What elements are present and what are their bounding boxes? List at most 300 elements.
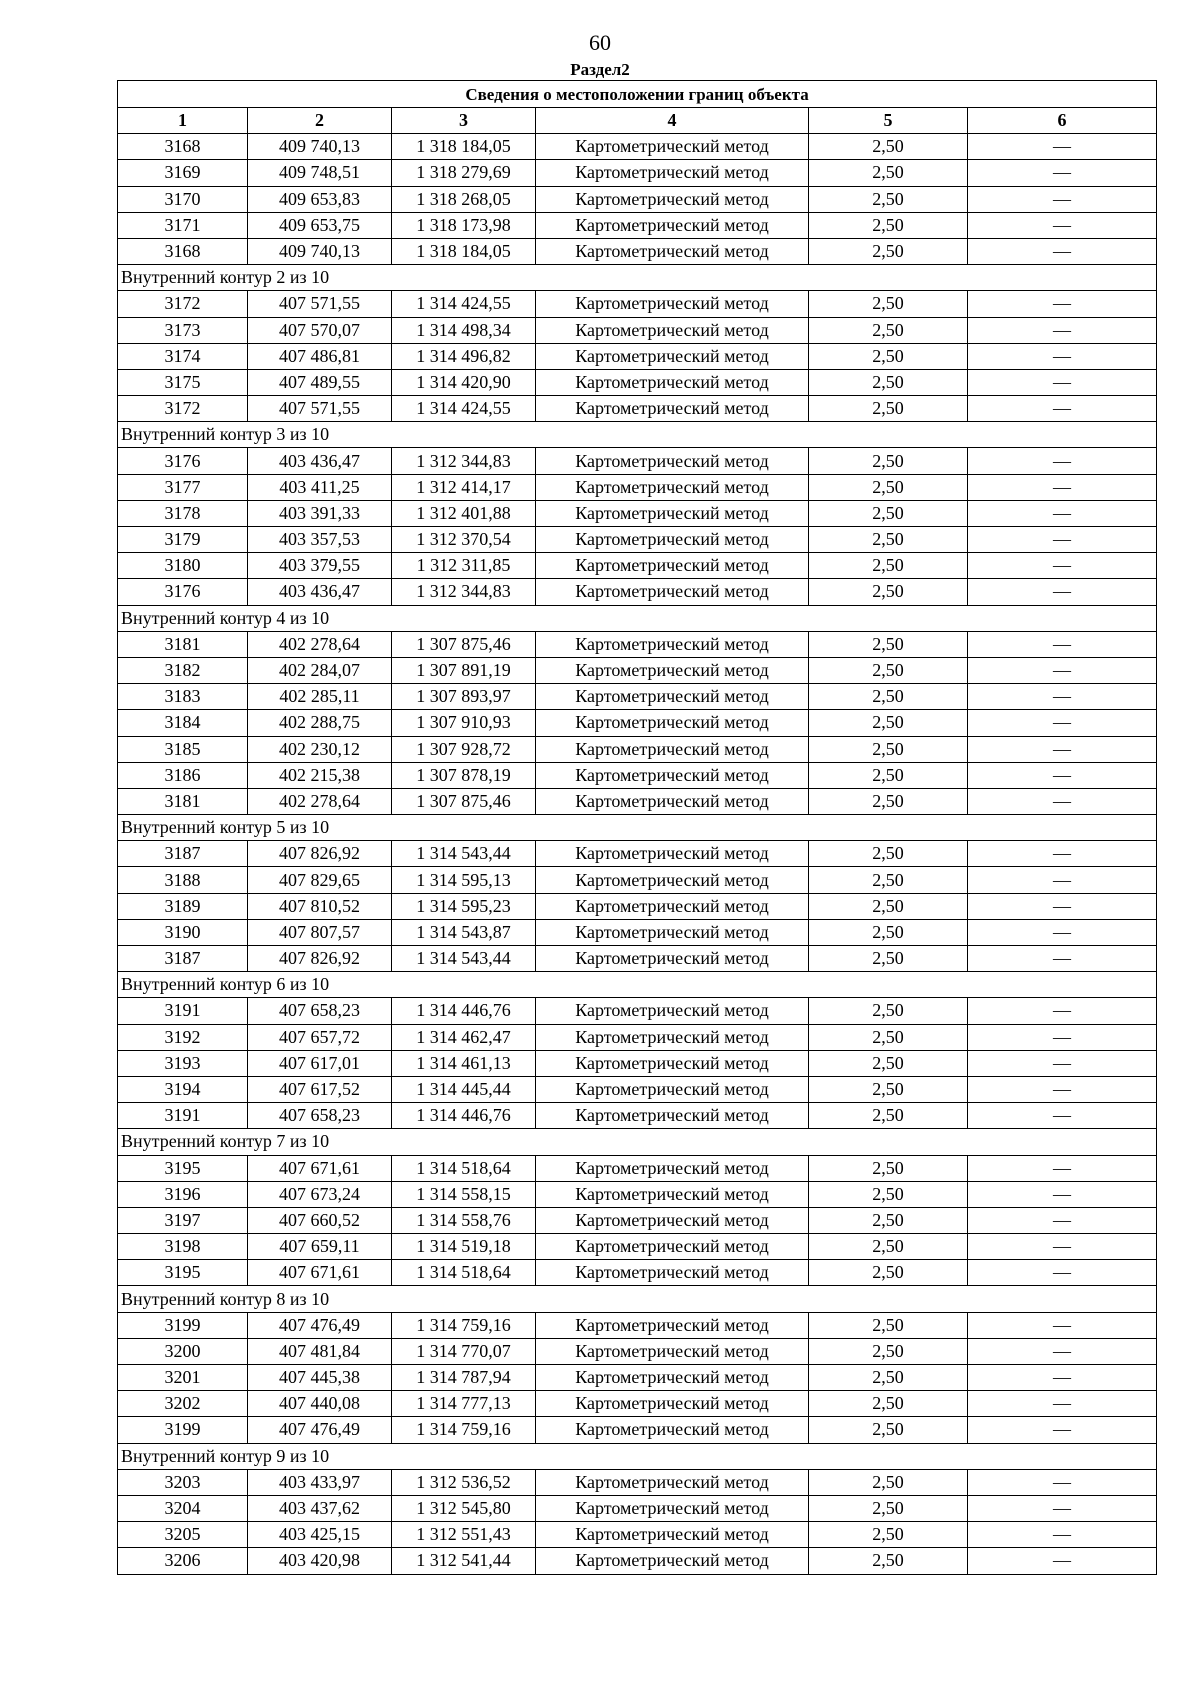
table-cell: 1 314 445,44 xyxy=(392,1076,536,1102)
table-cell: 2,50 xyxy=(809,134,968,160)
table-row xyxy=(118,998,1157,1024)
table-row xyxy=(118,160,1157,186)
table-cell: 3188 xyxy=(118,867,248,893)
table-row xyxy=(118,212,1157,238)
table-cell: 2,50 xyxy=(809,1260,968,1286)
contour-header-row xyxy=(118,1286,1157,1312)
table-cell: 2,50 xyxy=(809,474,968,500)
table-cell: Картометрический метод xyxy=(536,1495,809,1521)
table-cell: — xyxy=(968,631,1157,657)
table-cell: 3168 xyxy=(118,238,248,264)
table-cell: Картометрический метод xyxy=(536,1391,809,1417)
table-cell: Картометрический метод xyxy=(536,1548,809,1574)
table-cell: 403 357,53 xyxy=(248,527,392,553)
table-row xyxy=(118,1495,1157,1521)
table-cell: 2,50 xyxy=(809,212,968,238)
table-cell: Картометрический метод xyxy=(536,474,809,500)
table-cell: 2,50 xyxy=(809,448,968,474)
table-body xyxy=(118,81,1157,1575)
contour-label: Внутренний контур 3 из 10 xyxy=(118,422,1157,448)
table-row xyxy=(118,527,1157,553)
table-cell: Картометрический метод xyxy=(536,736,809,762)
table-cell: 403 420,98 xyxy=(248,1548,392,1574)
table-cell: 2,50 xyxy=(809,1338,968,1364)
contour-label: Внутренний контур 5 из 10 xyxy=(118,815,1157,841)
table-cell: Картометрический метод xyxy=(536,762,809,788)
table-cell: — xyxy=(968,657,1157,683)
table-cell: 3187 xyxy=(118,841,248,867)
table-row xyxy=(118,369,1157,395)
table-cell: 2,50 xyxy=(809,1050,968,1076)
table-cell: 2,50 xyxy=(809,238,968,264)
table-cell: — xyxy=(968,396,1157,422)
table-row xyxy=(118,238,1157,264)
table-cell: 3196 xyxy=(118,1181,248,1207)
table-row xyxy=(118,317,1157,343)
table-cell: 3198 xyxy=(118,1234,248,1260)
table-cell: 1 314 595,13 xyxy=(392,867,536,893)
table-cell: 402 285,11 xyxy=(248,684,392,710)
table-cell: 407 657,72 xyxy=(248,1024,392,1050)
table-row xyxy=(118,1260,1157,1286)
table-cell: 3190 xyxy=(118,919,248,945)
table-cell: 407 481,84 xyxy=(248,1338,392,1364)
table-cell: 407 658,23 xyxy=(248,998,392,1024)
table-cell: 407 826,92 xyxy=(248,946,392,972)
contour-header-row xyxy=(118,1443,1157,1469)
table-cell: 3197 xyxy=(118,1207,248,1233)
table-cell: Картометрический метод xyxy=(536,788,809,814)
table-cell: 2,50 xyxy=(809,343,968,369)
table-row xyxy=(118,1155,1157,1181)
table-cell: Картометрический метод xyxy=(536,657,809,683)
table-cell: 2,50 xyxy=(809,1207,968,1233)
table-cell: 407 445,38 xyxy=(248,1365,392,1391)
table-cell: 2,50 xyxy=(809,1522,968,1548)
table-cell: 3199 xyxy=(118,1312,248,1338)
page-number: 60 xyxy=(589,30,611,55)
table-cell: 407 829,65 xyxy=(248,867,392,893)
table-cell: 3206 xyxy=(118,1548,248,1574)
table-cell: — xyxy=(968,762,1157,788)
table-cell: — xyxy=(968,1181,1157,1207)
table-row xyxy=(118,1338,1157,1364)
table-cell: Картометрический метод xyxy=(536,1181,809,1207)
table-cell: 2,50 xyxy=(809,657,968,683)
table-cell: 3172 xyxy=(118,396,248,422)
table-cell: 3176 xyxy=(118,448,248,474)
table-cell: 2,50 xyxy=(809,1391,968,1417)
table-cell: Картометрический метод xyxy=(536,1076,809,1102)
table-cell: — xyxy=(968,1207,1157,1233)
table-row xyxy=(118,657,1157,683)
table-row xyxy=(118,841,1157,867)
table-row xyxy=(118,291,1157,317)
table-cell: 1 314 498,34 xyxy=(392,317,536,343)
table-cell: 407 671,61 xyxy=(248,1260,392,1286)
boundary-table xyxy=(117,80,1157,1575)
table-row xyxy=(118,631,1157,657)
contour-label: Внутренний контур 2 из 10 xyxy=(118,265,1157,291)
table-cell: Картометрический метод xyxy=(536,1469,809,1495)
table-cell: — xyxy=(968,317,1157,343)
table-row xyxy=(118,867,1157,893)
table-cell: — xyxy=(968,1155,1157,1181)
table-row xyxy=(118,1076,1157,1102)
table-cell: — xyxy=(968,710,1157,736)
table-cell: 1 312 414,17 xyxy=(392,474,536,500)
table-cell: 402 278,64 xyxy=(248,631,392,657)
table-cell: — xyxy=(968,553,1157,579)
contour-header-row xyxy=(118,972,1157,998)
table-row xyxy=(118,186,1157,212)
table-cell: 409 748,51 xyxy=(248,160,392,186)
table-cell: 403 391,33 xyxy=(248,500,392,526)
table-row xyxy=(118,1391,1157,1417)
table-cell: 2,50 xyxy=(809,369,968,395)
table-row xyxy=(118,1181,1157,1207)
table-cell: 1 314 446,76 xyxy=(392,998,536,1024)
table-cell: 2,50 xyxy=(809,946,968,972)
table-cell: — xyxy=(968,1234,1157,1260)
table-cell: 3186 xyxy=(118,762,248,788)
table-cell: — xyxy=(968,684,1157,710)
table-cell: 1 307 910,93 xyxy=(392,710,536,736)
table-cell: — xyxy=(968,841,1157,867)
table-cell: 2,50 xyxy=(809,186,968,212)
table-cell: 1 312 541,44 xyxy=(392,1548,536,1574)
table-cell: 409 740,13 xyxy=(248,238,392,264)
table-cell: 2,50 xyxy=(809,317,968,343)
table-row xyxy=(118,1234,1157,1260)
table-cell: Картометрический метод xyxy=(536,579,809,605)
contour-label: Внутренний контур 9 из 10 xyxy=(118,1443,1157,1469)
table-cell: Картометрический метод xyxy=(536,1338,809,1364)
table-cell: 3200 xyxy=(118,1338,248,1364)
table-cell: — xyxy=(968,212,1157,238)
table-cell: Картометрический метод xyxy=(536,710,809,736)
table-row xyxy=(118,1312,1157,1338)
table-cell: 3181 xyxy=(118,631,248,657)
table-cell: 1 314 777,13 xyxy=(392,1391,536,1417)
table-cell: — xyxy=(968,1312,1157,1338)
table-cell: Картометрический метод xyxy=(536,527,809,553)
table-cell: — xyxy=(968,867,1157,893)
table-cell: 1 314 770,07 xyxy=(392,1338,536,1364)
table-cell: Картометрический метод xyxy=(536,343,809,369)
table-cell: Картометрический метод xyxy=(536,500,809,526)
table-cell: 2,50 xyxy=(809,867,968,893)
table-cell: 403 437,62 xyxy=(248,1495,392,1521)
table-cell: 1 314 558,15 xyxy=(392,1181,536,1207)
table-cell: — xyxy=(968,1391,1157,1417)
table-cell: 3191 xyxy=(118,998,248,1024)
table-cell: 3173 xyxy=(118,317,248,343)
contour-header-row xyxy=(118,422,1157,448)
column-header: 4 xyxy=(536,108,809,134)
table-cell: — xyxy=(968,1076,1157,1102)
column-header: 3 xyxy=(392,108,536,134)
table-cell: 1 312 401,88 xyxy=(392,500,536,526)
table-cell: 2,50 xyxy=(809,1312,968,1338)
table-cell: 3205 xyxy=(118,1522,248,1548)
table-cell: 3193 xyxy=(118,1050,248,1076)
table-cell: 403 433,97 xyxy=(248,1469,392,1495)
table-caption: Сведения о местоположении границ объекта xyxy=(118,81,1157,108)
table-cell: Картометрический метод xyxy=(536,1365,809,1391)
table-cell: 2,50 xyxy=(809,1155,968,1181)
table-cell: 3175 xyxy=(118,369,248,395)
table-cell: 1 314 543,44 xyxy=(392,841,536,867)
table-cell: 407 617,52 xyxy=(248,1076,392,1102)
table-cell: 2,50 xyxy=(809,500,968,526)
table-cell: 402 284,07 xyxy=(248,657,392,683)
table-cell: 403 411,25 xyxy=(248,474,392,500)
table-cell: — xyxy=(968,238,1157,264)
table-cell: 3181 xyxy=(118,788,248,814)
table-cell: 3204 xyxy=(118,1495,248,1521)
table-cell: 1 314 543,44 xyxy=(392,946,536,972)
table-cell: — xyxy=(968,474,1157,500)
table-cell: 403 379,55 xyxy=(248,553,392,579)
table-row xyxy=(118,762,1157,788)
table-cell: 407 660,52 xyxy=(248,1207,392,1233)
table-cell: 2,50 xyxy=(809,1548,968,1574)
table-caption-row xyxy=(118,81,1157,108)
table-cell: Картометрический метод xyxy=(536,998,809,1024)
table-cell: 1 312 551,43 xyxy=(392,1522,536,1548)
table-cell: 3172 xyxy=(118,291,248,317)
table-cell: 407 476,49 xyxy=(248,1417,392,1443)
contour-label: Внутренний контур 6 из 10 xyxy=(118,972,1157,998)
table-cell: 3185 xyxy=(118,736,248,762)
table-cell: Картометрический метод xyxy=(536,238,809,264)
table-cell: — xyxy=(968,369,1157,395)
table-cell: 2,50 xyxy=(809,160,968,186)
table-cell: — xyxy=(968,1522,1157,1548)
table-cell: 407 673,24 xyxy=(248,1181,392,1207)
table-cell: 2,50 xyxy=(809,788,968,814)
table-cell: 407 826,92 xyxy=(248,841,392,867)
table-cell: 1 312 344,83 xyxy=(392,579,536,605)
table-cell: 3184 xyxy=(118,710,248,736)
column-header: 6 xyxy=(968,108,1157,134)
table-cell: — xyxy=(968,1260,1157,1286)
table-cell: 2,50 xyxy=(809,736,968,762)
table-cell: 3191 xyxy=(118,1103,248,1129)
table-cell: 3194 xyxy=(118,1076,248,1102)
table-cell: Картометрический метод xyxy=(536,1155,809,1181)
table-cell: — xyxy=(968,1103,1157,1129)
table-cell: 2,50 xyxy=(809,631,968,657)
table-cell: 2,50 xyxy=(809,841,968,867)
table-row xyxy=(118,736,1157,762)
table-row xyxy=(118,448,1157,474)
table-cell: — xyxy=(968,998,1157,1024)
table-cell: Картометрический метод xyxy=(536,448,809,474)
table-cell: 407 440,08 xyxy=(248,1391,392,1417)
table-row xyxy=(118,1417,1157,1443)
table-cell: — xyxy=(968,1417,1157,1443)
table-cell: 1 314 518,64 xyxy=(392,1260,536,1286)
table-cell: 402 288,75 xyxy=(248,710,392,736)
table-row xyxy=(118,684,1157,710)
contour-header-row xyxy=(118,265,1157,291)
table-cell: Картометрический метод xyxy=(536,1050,809,1076)
table-cell: 1 314 462,47 xyxy=(392,1024,536,1050)
table-cell: 1 314 787,94 xyxy=(392,1365,536,1391)
table-cell: 1 314 543,87 xyxy=(392,919,536,945)
table-cell: 2,50 xyxy=(809,1417,968,1443)
table-cell: 3170 xyxy=(118,186,248,212)
contour-header-row xyxy=(118,815,1157,841)
table-cell: 3195 xyxy=(118,1260,248,1286)
table-cell: 407 570,07 xyxy=(248,317,392,343)
table-cell: — xyxy=(968,343,1157,369)
table-cell: Картометрический метод xyxy=(536,134,809,160)
table-cell: Картометрический метод xyxy=(536,291,809,317)
table-cell: Картометрический метод xyxy=(536,396,809,422)
table-cell: 2,50 xyxy=(809,1103,968,1129)
table-cell: 2,50 xyxy=(809,1469,968,1495)
table-row xyxy=(118,553,1157,579)
table-cell: 407 659,11 xyxy=(248,1234,392,1260)
table-cell: 1 307 875,46 xyxy=(392,631,536,657)
table-row xyxy=(118,1522,1157,1548)
table-cell: 3176 xyxy=(118,579,248,605)
table-cell: 1 318 173,98 xyxy=(392,212,536,238)
table-cell: 2,50 xyxy=(809,710,968,736)
table-cell: 402 215,38 xyxy=(248,762,392,788)
table-cell: 3169 xyxy=(118,160,248,186)
table-cell: 3199 xyxy=(118,1417,248,1443)
table-row xyxy=(118,893,1157,919)
table-cell: 3192 xyxy=(118,1024,248,1050)
contour-label: Внутренний контур 4 из 10 xyxy=(118,605,1157,631)
table-cell: 2,50 xyxy=(809,1076,968,1102)
table-cell: 3171 xyxy=(118,212,248,238)
table-row xyxy=(118,1469,1157,1495)
table-cell: 407 476,49 xyxy=(248,1312,392,1338)
column-header: 5 xyxy=(809,108,968,134)
table-cell: 1 314 461,13 xyxy=(392,1050,536,1076)
table-cell: — xyxy=(968,736,1157,762)
table-cell: — xyxy=(968,946,1157,972)
table-cell: 2,50 xyxy=(809,893,968,919)
table-cell: 3179 xyxy=(118,527,248,553)
column-header: 2 xyxy=(248,108,392,134)
table-row xyxy=(118,343,1157,369)
table-cell: 1 307 875,46 xyxy=(392,788,536,814)
table-cell: 2,50 xyxy=(809,527,968,553)
table-cell: Картометрический метод xyxy=(536,186,809,212)
table-row xyxy=(118,788,1157,814)
table-cell: 409 653,75 xyxy=(248,212,392,238)
table-cell: Картометрический метод xyxy=(536,1103,809,1129)
table-cell: — xyxy=(968,1548,1157,1574)
table-cell: 1 314 424,55 xyxy=(392,396,536,422)
table-cell: 407 807,57 xyxy=(248,919,392,945)
table-cell: — xyxy=(968,1469,1157,1495)
table-cell: 3203 xyxy=(118,1469,248,1495)
table-header-row xyxy=(118,108,1157,134)
column-header: 1 xyxy=(118,108,248,134)
table-cell: Картометрический метод xyxy=(536,893,809,919)
table-cell: 1 314 518,64 xyxy=(392,1155,536,1181)
table-cell: 2,50 xyxy=(809,291,968,317)
table-cell: — xyxy=(968,1495,1157,1521)
table-cell: 1 314 519,18 xyxy=(392,1234,536,1260)
table-cell: — xyxy=(968,893,1157,919)
table-cell: Картометрический метод xyxy=(536,946,809,972)
table-cell: 2,50 xyxy=(809,1495,968,1521)
table-row xyxy=(118,946,1157,972)
table-cell: 409 740,13 xyxy=(248,134,392,160)
table-cell: 1 314 446,76 xyxy=(392,1103,536,1129)
table-cell: 1 314 420,90 xyxy=(392,369,536,395)
table-cell: Картометрический метод xyxy=(536,867,809,893)
table-row xyxy=(118,1024,1157,1050)
table-cell: 2,50 xyxy=(809,1365,968,1391)
table-cell: 403 425,15 xyxy=(248,1522,392,1548)
table-row xyxy=(118,1050,1157,1076)
table-cell: 1 312 344,83 xyxy=(392,448,536,474)
table-cell: 409 653,83 xyxy=(248,186,392,212)
table-cell: 3201 xyxy=(118,1365,248,1391)
table-cell: 1 312 311,85 xyxy=(392,553,536,579)
table-cell: 402 278,64 xyxy=(248,788,392,814)
table-cell: 1 312 370,54 xyxy=(392,527,536,553)
table-cell: 2,50 xyxy=(809,998,968,1024)
table-row xyxy=(118,474,1157,500)
table-cell: Картометрический метод xyxy=(536,1024,809,1050)
table-cell: Картометрический метод xyxy=(536,1522,809,1548)
table-cell: 1 314 496,82 xyxy=(392,343,536,369)
table-cell: — xyxy=(968,527,1157,553)
table-row xyxy=(118,579,1157,605)
table-cell: 3180 xyxy=(118,553,248,579)
table-cell: Картометрический метод xyxy=(536,369,809,395)
table-row xyxy=(118,1548,1157,1574)
table-cell: 2,50 xyxy=(809,553,968,579)
table-row xyxy=(118,1365,1157,1391)
table-cell: Картометрический метод xyxy=(536,1234,809,1260)
table-cell: Картометрический метод xyxy=(536,212,809,238)
table-cell: — xyxy=(968,1024,1157,1050)
table-cell: 2,50 xyxy=(809,579,968,605)
table-cell: 407 571,55 xyxy=(248,396,392,422)
table-cell: Картометрический метод xyxy=(536,684,809,710)
table-cell: — xyxy=(968,1338,1157,1364)
table-cell: 2,50 xyxy=(809,1024,968,1050)
table-cell: — xyxy=(968,160,1157,186)
table-cell: 1 314 759,16 xyxy=(392,1417,536,1443)
table-cell: Картометрический метод xyxy=(536,317,809,343)
table-cell: 1 318 184,05 xyxy=(392,238,536,264)
table-cell: 403 436,47 xyxy=(248,448,392,474)
table-cell: 2,50 xyxy=(809,684,968,710)
table-cell: 2,50 xyxy=(809,396,968,422)
table-cell: 3174 xyxy=(118,343,248,369)
table-cell: 1 314 595,23 xyxy=(392,893,536,919)
table-cell: Картометрический метод xyxy=(536,160,809,186)
table-cell: 407 489,55 xyxy=(248,369,392,395)
table-cell: 403 436,47 xyxy=(248,579,392,605)
table-cell: — xyxy=(968,1365,1157,1391)
table-cell: 407 617,01 xyxy=(248,1050,392,1076)
table-cell: 1 318 268,05 xyxy=(392,186,536,212)
table-cell: 402 230,12 xyxy=(248,736,392,762)
